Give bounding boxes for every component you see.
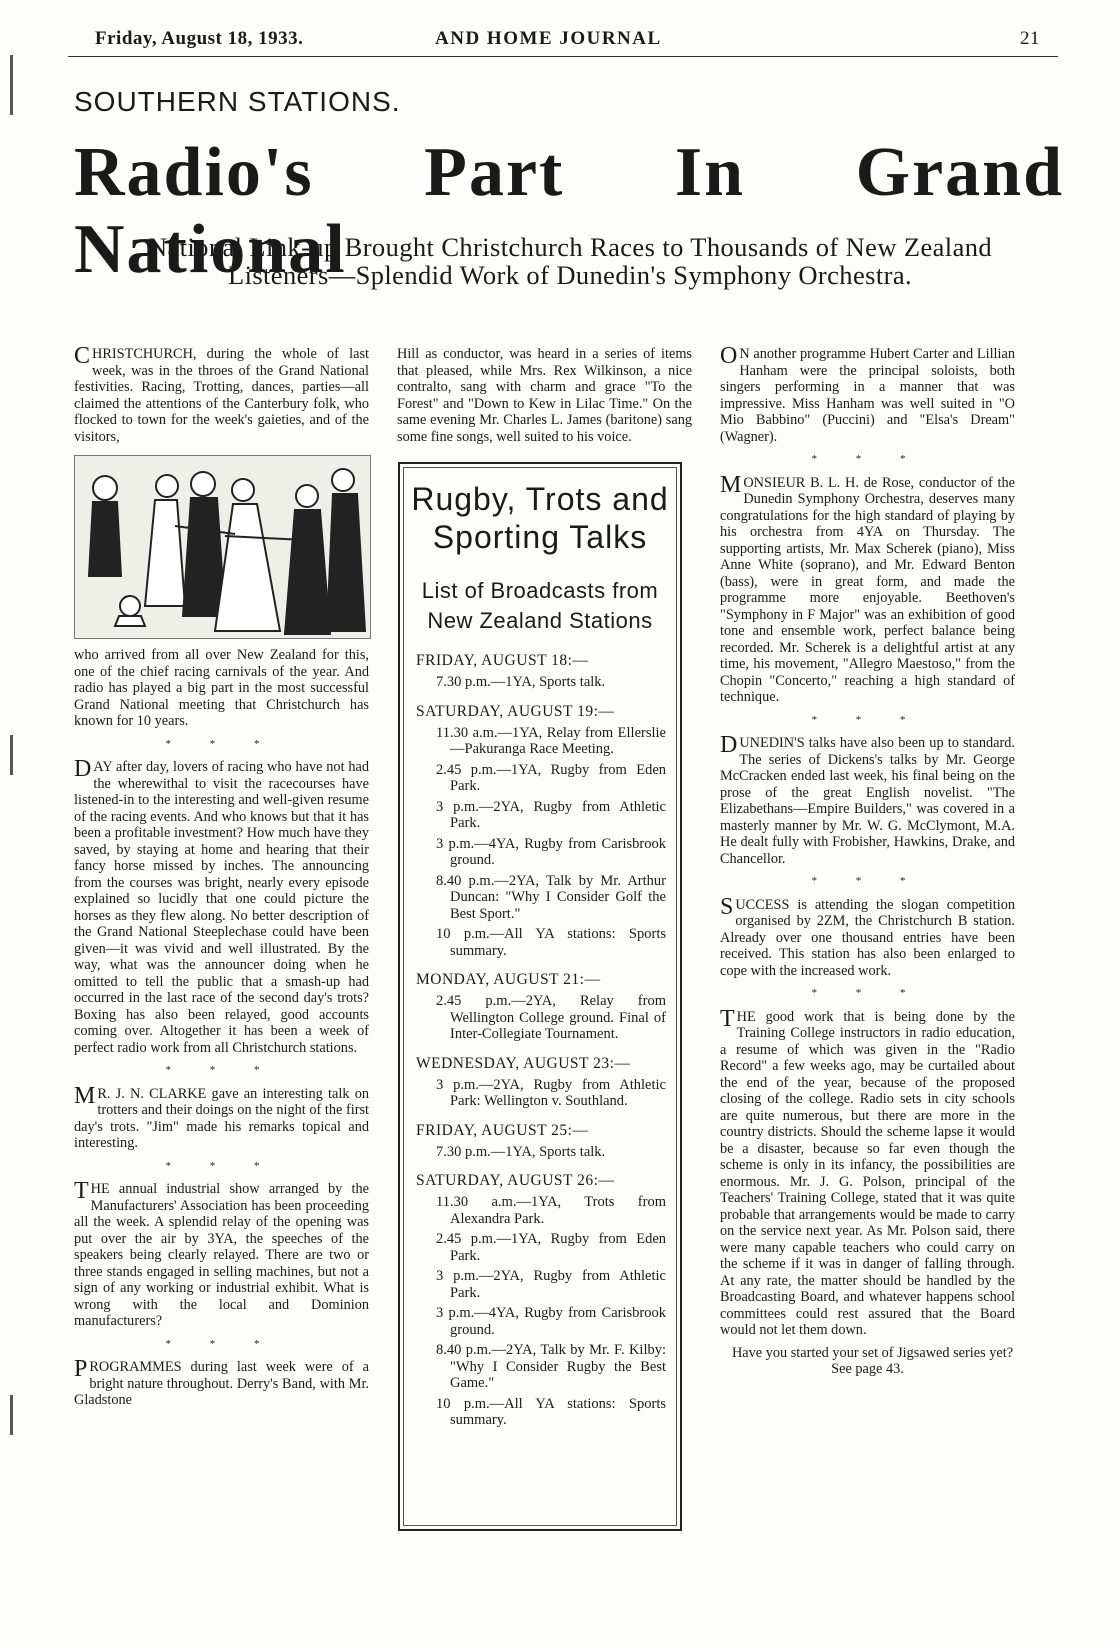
schedule-item: 2.45 p.m.—1YA, Rugby from Eden Park. bbox=[436, 761, 666, 794]
schedule-item: 7.30 p.m.—1YA, Sports talk. bbox=[436, 1143, 606, 1160]
schedule-item: 10 p.m.—All YA stations: Sports summary. bbox=[436, 1395, 666, 1428]
paragraph: CHRISTCHURCH, during the whole of last week, was in the throes of the Grand National festivities. Racing, Trotting, dances, parties—all claimed the attentions of the Canterbury folk, who flocked to town for the week's gaieties, and of the visitors, bbox=[74, 343, 369, 445]
column-1 bbox=[74, 343, 369, 1415]
paragraph: SUCCESS is attending the slogan competition organised by 2ZM, the Christchurch B station. Already over one thousand entries have been received. This station has also been enlarged to cope with the increased work. bbox=[720, 893, 1015, 979]
schedule-item: 3 p.m.—2YA, Rugby from Athletic Park: Wellington v. Southland. bbox=[436, 1076, 666, 1109]
schedule-item: 2.45 p.m.—1YA, Rugby from Eden Park. bbox=[436, 1231, 666, 1264]
section-divider: * * * bbox=[165, 1159, 278, 1172]
section-divider: * * * bbox=[811, 987, 924, 999]
schedule-item: 8.40 p.m.—2YA, Talk by Mr. Arthur Duncan: "Why I Consider Golf the Best Sport." bbox=[436, 872, 666, 922]
section-divider: * * * bbox=[811, 875, 924, 887]
schedule-item: 11.30 a.m.—1YA, Trots from Alexandra Park. bbox=[436, 1194, 666, 1227]
schedule-day: FRIDAY, AUGUST 25:— bbox=[416, 1121, 589, 1139]
jigsaw-promo: Have you started your set of Jigsawed series yet? See page 43. bbox=[731, 1344, 1014, 1377]
box-title-line: Sporting Talks bbox=[432, 519, 648, 555]
subheadline: National Link-up Brought Christchurch Races to Thousands of New Zealand Listeners—Splendid Work of Dunedin's Symphony Orchestra. bbox=[147, 232, 993, 290]
schedule-item: 8.40 p.m.—2YA, Talk by Mr. F. Kilby: "Why I Consider Rugby the Best Game." bbox=[436, 1342, 666, 1391]
margin-mark bbox=[10, 1395, 13, 1435]
paragraph: who arrived from all over New Zealand for this, one of the chief racing carnivals of the year. And radio has played a big part in the most successful Grand National meeting that Christchurch has known for 10 years. bbox=[74, 647, 369, 729]
schedule-day: WEDNESDAY, AUGUST 23:— bbox=[416, 1054, 631, 1072]
box-title bbox=[400, 480, 680, 556]
paragraph: MR. J. N. CLARKE gave an interesting talk on trotters and their doings on the night of the first day's trots. "Jim" made his remarks topical and interesting. bbox=[74, 1082, 369, 1151]
section-divider: * * * bbox=[165, 737, 278, 750]
schedule-item: 3 p.m.—2YA, Rugby from Athletic Park. bbox=[436, 1268, 666, 1301]
section-divider: * * * bbox=[811, 713, 924, 726]
box-title-line: Rugby, Trots and bbox=[411, 481, 669, 517]
schedule-item: 3 p.m.—4YA, Rugby from Carisbrook ground. bbox=[436, 1305, 666, 1338]
column-2 bbox=[397, 346, 692, 451]
section-divider: * * * bbox=[811, 453, 924, 465]
section-divider: * * * bbox=[165, 1064, 278, 1076]
paragraph: DAY after day, lovers of racing who have not had the wherewithal to visit the racecourses have listened-in to the interesting and well-given resume of the racing events. And who knows but that it has been a profitable investment? How much have they saved, by staying at home and hearing that their fancy horse missed by inches. The announcing from the courses was bright, nearly every episode explained so lucidly that one could picture the horses as they flew along. No better description of the Grand National Steeplechase could have been given—it was vivid and well illustrated. By the way, what was the announcer doing when he omitted to tell the public that a smash-up had occurred in the last race of the second day's trots? Boxing has also been relayed, good accounts coming over. Altogether it has been a week of perfect radio work from all Christchurch stations. bbox=[74, 756, 369, 1056]
section-divider: * * * bbox=[165, 1337, 278, 1350]
schedule-day: FRIDAY, AUGUST 18:— bbox=[416, 652, 589, 669]
column-3 bbox=[720, 343, 1015, 1384]
schedule-item: 3 p.m.—2YA, Rugby from Athletic Park. bbox=[436, 798, 666, 831]
schedule-item: 2.45 p.m.—2YA, Relay from Wellington College ground. Final of Inter-Collegiate Tournament. bbox=[436, 993, 666, 1042]
schedule-item: 10 p.m.—All YA stations: Sports summary. bbox=[436, 926, 666, 959]
schedule-day: SATURDAY, AUGUST 19:— bbox=[416, 702, 615, 720]
paragraph: THE good work that is being done by the Training College instructors in radio education, a resume of which was given in the "Radio Record" a few weeks ago, may be curtailed about the end of the year, because of the proposed closing of the college. Radio sets in city schools are quite numerous, but there are more in the country districts. Should the scheme lapse it would be a disaster, because so far even though the scheme is only in its infancy, the possibilities are enormous. Mr. J. G. Polson, principal of the Teachers' Training College, stated that it was quite probable that arrangements would be made to carry on the service next year. As Mr. Polson said, there were many capable teachers who could carry on the scheme if it was in danger of falling through. At any rate, the matter should be handled by the Broadcasting Board, and whatever happens school committees could rest assured that the Board would not let them down. bbox=[720, 1005, 1015, 1338]
page-number: 21 bbox=[1020, 28, 1040, 49]
schedule-day: SATURDAY, AUGUST 26:— bbox=[416, 1172, 615, 1189]
box-subtitle-line: List of Broadcasts from bbox=[421, 578, 659, 603]
paragraph: ON another programme Hubert Carter and Lillian Hanham were the principal soloists, both singers performing in a manner that was impressive. Miss Hanham was well suited in "O Mio Babbino" (Puccini) and "Elsa's Dream" (Wagner). bbox=[720, 343, 1015, 445]
dancing-couples-illustration bbox=[74, 455, 371, 639]
margin-mark bbox=[10, 55, 13, 115]
broadcast-schedule bbox=[400, 652, 680, 1429]
schedule-item: 3 p.m.—4YA, Rugby from Carisbrook ground. bbox=[436, 835, 666, 868]
paragraph: DUNEDIN'S talks have also been up to standard. The series of Dickens's talks by Mr. George McCracken ended last week, his final being on the prose of the great English novelist. "The Elizabethans—Empire Builders," was covered in a masterly manner by Mr. W. G. McClymont, M.A. He dealt fully with Frobisher, Hawkins, Drake, and Chancellor. bbox=[720, 732, 1015, 867]
paragraph: PROGRAMMES during last week were of a bright nature throughout. Derry's Band, with Mr. Gladstone bbox=[74, 1356, 369, 1408]
schedule-item: 11.30 a.m.—1YA, Relay from Ellerslie—Pakuranga Race Meeting. bbox=[436, 724, 666, 757]
paragraph: THE annual industrial show arranged by the Manufacturers' Association has been proceeding all the week. A splendid relay of the opening was put over the air by 3YA, the speeches of the speakers being clearly relayed. There are two or three stands engaged in selling machines, but not a sign of any working or industrial exhibit. What is wrong with the local and Dominion manufacturers? bbox=[74, 1178, 369, 1329]
sports-broadcast-box bbox=[398, 462, 682, 1531]
section-label: SOUTHERN STATIONS. bbox=[74, 86, 401, 117]
box-subtitle-line: New Zealand Stations bbox=[427, 608, 653, 633]
schedule-day: MONDAY, AUGUST 21:— bbox=[416, 971, 601, 988]
paragraph: MONSIEUR B. L. H. de Rose, conductor of the Dunedin Symphony Orchestra, deserves many congratulations for the high standard of playing by his orchestra from 4YA on Thursday. The supporting artists, Mr. Max Scherek (piano), Miss Anne White (soprano), and Mr. Edward Benton (bass), were in great form, and made the programme more enjoyable. Beethoven's "Symphony in F Major" was an exhibition of good tone and ensemble work, perfect balance being recorded. Mr. Scherek is a delightful artist at any time, his movement, "Allegro Maestoso," from the Chopin "Concerto," reaching a high standard of technique. bbox=[720, 471, 1015, 705]
margin-mark bbox=[10, 735, 13, 775]
running-head-date: Friday, August 18, 1933. bbox=[95, 28, 304, 49]
header-rule bbox=[68, 56, 1058, 57]
box-subtitle bbox=[400, 576, 680, 636]
paragraph: Hill as conductor, was heard in a series of items that pleased, while Mrs. Rex Wilkinson, a nice contralto, sang with charm and grace "To the Forest" and "Down to Kew in Lilac Time." On the same evening Mr. Charles L. James (baritone) sang some fine songs, well suited to his voice. bbox=[397, 346, 692, 445]
schedule-item: 7.30 p.m.—1YA, Sports talk. bbox=[436, 674, 606, 690]
headline: Radio's Part In Grand National bbox=[74, 134, 1064, 288]
running-head-journal: AND HOME JOURNAL bbox=[435, 28, 662, 49]
